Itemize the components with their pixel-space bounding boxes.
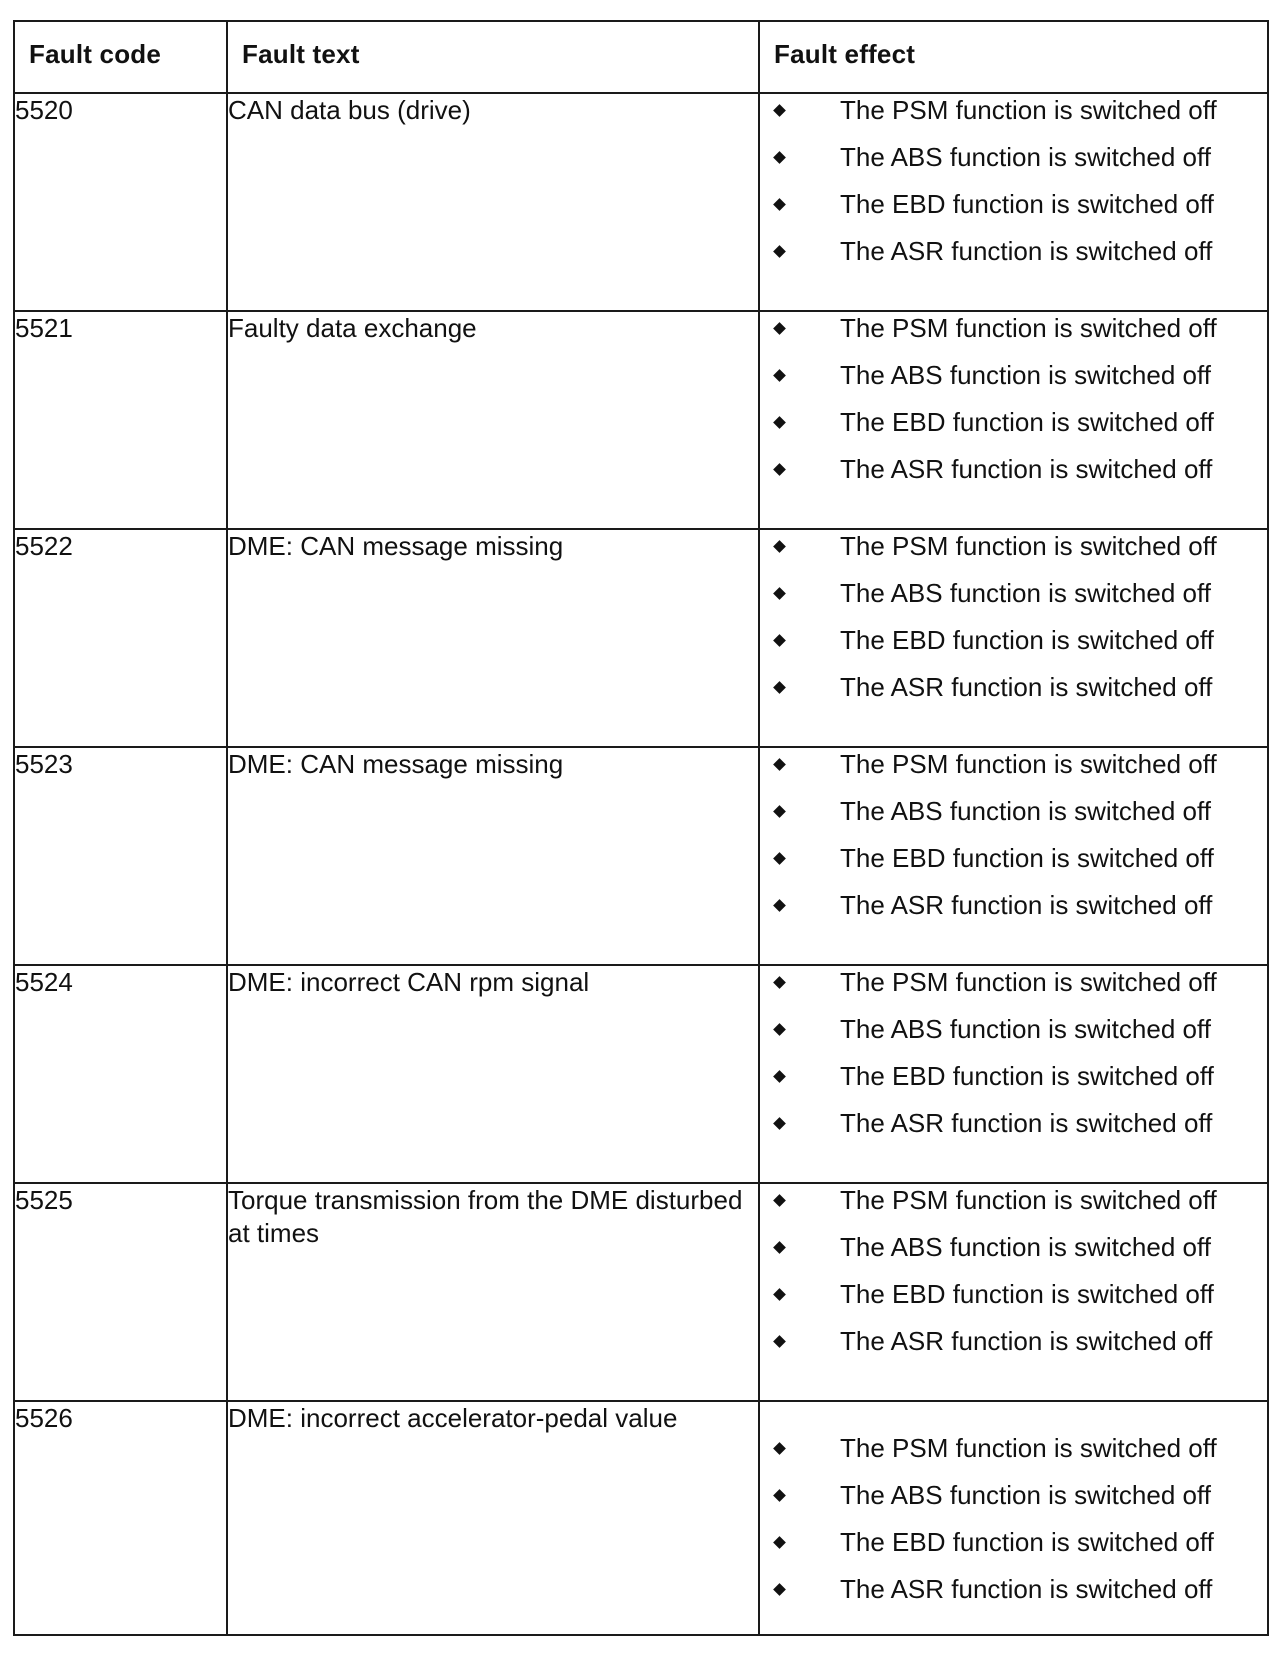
fault-effect-list	[760, 1432, 1267, 1620]
fault-effect-list	[760, 748, 1267, 936]
fault-effect-text: The PSM function is switched off	[840, 531, 1217, 561]
fault-effect-item	[760, 1107, 1267, 1154]
diamond-bullet-icon	[773, 1288, 786, 1301]
fault-code-cell: 5520	[14, 93, 227, 311]
fault-effect-item	[760, 406, 1267, 453]
fault-effect-text: The ASR function is switched off	[840, 672, 1213, 702]
diamond-bullet-icon	[773, 1070, 786, 1083]
fault-effect-text: The ASR function is switched off	[840, 454, 1213, 484]
fault-effect-text: The ABS function is switched off	[840, 1014, 1211, 1044]
fault-code-cell: 5526	[14, 1401, 227, 1635]
fault-effect-cell	[759, 311, 1268, 529]
diamond-bullet-icon	[773, 416, 786, 429]
fault-effect-list	[760, 1184, 1267, 1372]
fault-effect-item	[760, 94, 1267, 141]
diamond-bullet-icon	[773, 463, 786, 476]
fault-effect-item	[760, 359, 1267, 406]
fault-effect-text: The EBD function is switched off	[840, 843, 1214, 873]
fault-effect-text: The EBD function is switched off	[840, 1527, 1214, 1557]
table-row	[14, 965, 1268, 1183]
fault-effect-item	[760, 235, 1267, 282]
fault-effect-item	[760, 1325, 1267, 1372]
fault-effect-item	[760, 624, 1267, 671]
fault-effect-text: The ABS function is switched off	[840, 1232, 1211, 1262]
fault-effect-cell	[759, 1183, 1268, 1401]
fault-effect-item	[760, 842, 1267, 889]
fault-effect-item	[760, 453, 1267, 500]
fault-code-cell: 5524	[14, 965, 227, 1183]
header-fault-effect: Fault effect	[759, 21, 1268, 93]
fault-effect-text: The ABS function is switched off	[840, 142, 1211, 172]
fault-effect-text: The EBD function is switched off	[840, 1061, 1214, 1091]
fault-code-cell: 5523	[14, 747, 227, 965]
diamond-bullet-icon	[773, 198, 786, 211]
fault-effect-list	[760, 530, 1267, 718]
fault-effect-text: The PSM function is switched off	[840, 749, 1217, 779]
diamond-bullet-icon	[773, 1335, 786, 1348]
diamond-bullet-icon	[773, 805, 786, 818]
fault-effect-text: The PSM function is switched off	[840, 1433, 1217, 1463]
fault-effect-text: The PSM function is switched off	[840, 313, 1217, 343]
fault-effect-item	[760, 1231, 1267, 1278]
fault-effect-item	[760, 748, 1267, 795]
table-header-row	[14, 21, 1268, 93]
fault-effect-cell	[759, 747, 1268, 965]
diamond-bullet-icon	[773, 976, 786, 989]
diamond-bullet-icon	[773, 104, 786, 117]
fault-text-cell: DME: incorrect CAN rpm signal	[227, 965, 759, 1183]
diamond-bullet-icon	[773, 1536, 786, 1549]
fault-text-cell: Faulty data exchange	[227, 311, 759, 529]
table-row	[14, 93, 1268, 311]
fault-effect-text: The ASR function is switched off	[840, 1326, 1213, 1356]
diamond-bullet-icon	[773, 1583, 786, 1596]
diamond-bullet-icon	[773, 587, 786, 600]
table-body	[14, 93, 1268, 1635]
fault-effect-text: The EBD function is switched off	[840, 1279, 1214, 1309]
fault-effect-item	[760, 889, 1267, 936]
diamond-bullet-icon	[773, 1241, 786, 1254]
fault-text-cell: DME: incorrect accelerator-pedal value	[227, 1401, 759, 1635]
fault-effect-item	[760, 312, 1267, 359]
fault-effect-text: The EBD function is switched off	[840, 407, 1214, 437]
fault-effect-list	[760, 94, 1267, 282]
fault-effect-item	[760, 141, 1267, 188]
fault-effect-item	[760, 1184, 1267, 1231]
table-row	[14, 1183, 1268, 1401]
diamond-bullet-icon	[773, 681, 786, 694]
fault-text-cell: DME: CAN message missing	[227, 747, 759, 965]
fault-code-cell: 5525	[14, 1183, 227, 1401]
fault-effect-text: The PSM function is switched off	[840, 1185, 1217, 1215]
fault-effect-text: The ABS function is switched off	[840, 578, 1211, 608]
fault-code-table	[13, 20, 1269, 1636]
fault-effect-text: The ASR function is switched off	[840, 1108, 1213, 1138]
fault-effect-text: The ABS function is switched off	[840, 796, 1211, 826]
fault-code-cell: 5521	[14, 311, 227, 529]
fault-effect-list	[760, 312, 1267, 500]
table-row	[14, 1401, 1268, 1635]
fault-effect-text: The EBD function is switched off	[840, 625, 1214, 655]
diamond-bullet-icon	[773, 540, 786, 553]
diamond-bullet-icon	[773, 322, 786, 335]
fault-text-cell: CAN data bus (drive)	[227, 93, 759, 311]
fault-effect-item	[760, 1573, 1267, 1620]
diamond-bullet-icon	[773, 1117, 786, 1130]
fault-effect-text: The PSM function is switched off	[840, 967, 1217, 997]
diamond-bullet-icon	[773, 245, 786, 258]
fault-effect-text: The ABS function is switched off	[840, 1480, 1211, 1510]
fault-text-cell: Torque transmission from the DME disturbed at times	[227, 1183, 759, 1401]
fault-effect-text: The ASR function is switched off	[840, 1574, 1213, 1604]
fault-effect-item	[760, 1060, 1267, 1107]
header-fault-code: Fault code	[14, 21, 227, 93]
fault-effect-item	[760, 1278, 1267, 1325]
diamond-bullet-icon	[773, 1489, 786, 1502]
table-row	[14, 529, 1268, 747]
fault-effect-item	[760, 671, 1267, 718]
table-row	[14, 747, 1268, 965]
diamond-bullet-icon	[773, 369, 786, 382]
fault-effect-item	[760, 1013, 1267, 1060]
diamond-bullet-icon	[773, 1023, 786, 1036]
fault-effect-cell	[759, 965, 1268, 1183]
fault-effect-cell	[759, 529, 1268, 747]
fault-effect-cell	[759, 1401, 1268, 1635]
diamond-bullet-icon	[773, 1194, 786, 1207]
fault-effect-cell	[759, 93, 1268, 311]
table-row	[14, 311, 1268, 529]
diamond-bullet-icon	[773, 899, 786, 912]
fault-effect-text: The ASR function is switched off	[840, 890, 1213, 920]
fault-effect-text: The EBD function is switched off	[840, 189, 1214, 219]
fault-effect-item	[760, 1432, 1267, 1479]
fault-effect-text: The ASR function is switched off	[840, 236, 1213, 266]
fault-effect-text: The ABS function is switched off	[840, 360, 1211, 390]
fault-text-cell: DME: CAN message missing	[227, 529, 759, 747]
diamond-bullet-icon	[773, 634, 786, 647]
diamond-bullet-icon	[773, 852, 786, 865]
fault-effect-item	[760, 966, 1267, 1013]
header-fault-text: Fault text	[227, 21, 759, 93]
diamond-bullet-icon	[773, 151, 786, 164]
diamond-bullet-icon	[773, 758, 786, 771]
diamond-bullet-icon	[773, 1442, 786, 1455]
fault-effect-item	[760, 188, 1267, 235]
fault-effect-item	[760, 795, 1267, 842]
fault-effect-item	[760, 1526, 1267, 1573]
fault-effect-item	[760, 1479, 1267, 1526]
fault-effect-text: The PSM function is switched off	[840, 95, 1217, 125]
fault-code-cell: 5522	[14, 529, 227, 747]
fault-effect-item	[760, 530, 1267, 577]
fault-effect-item	[760, 577, 1267, 624]
fault-effect-list	[760, 966, 1267, 1154]
